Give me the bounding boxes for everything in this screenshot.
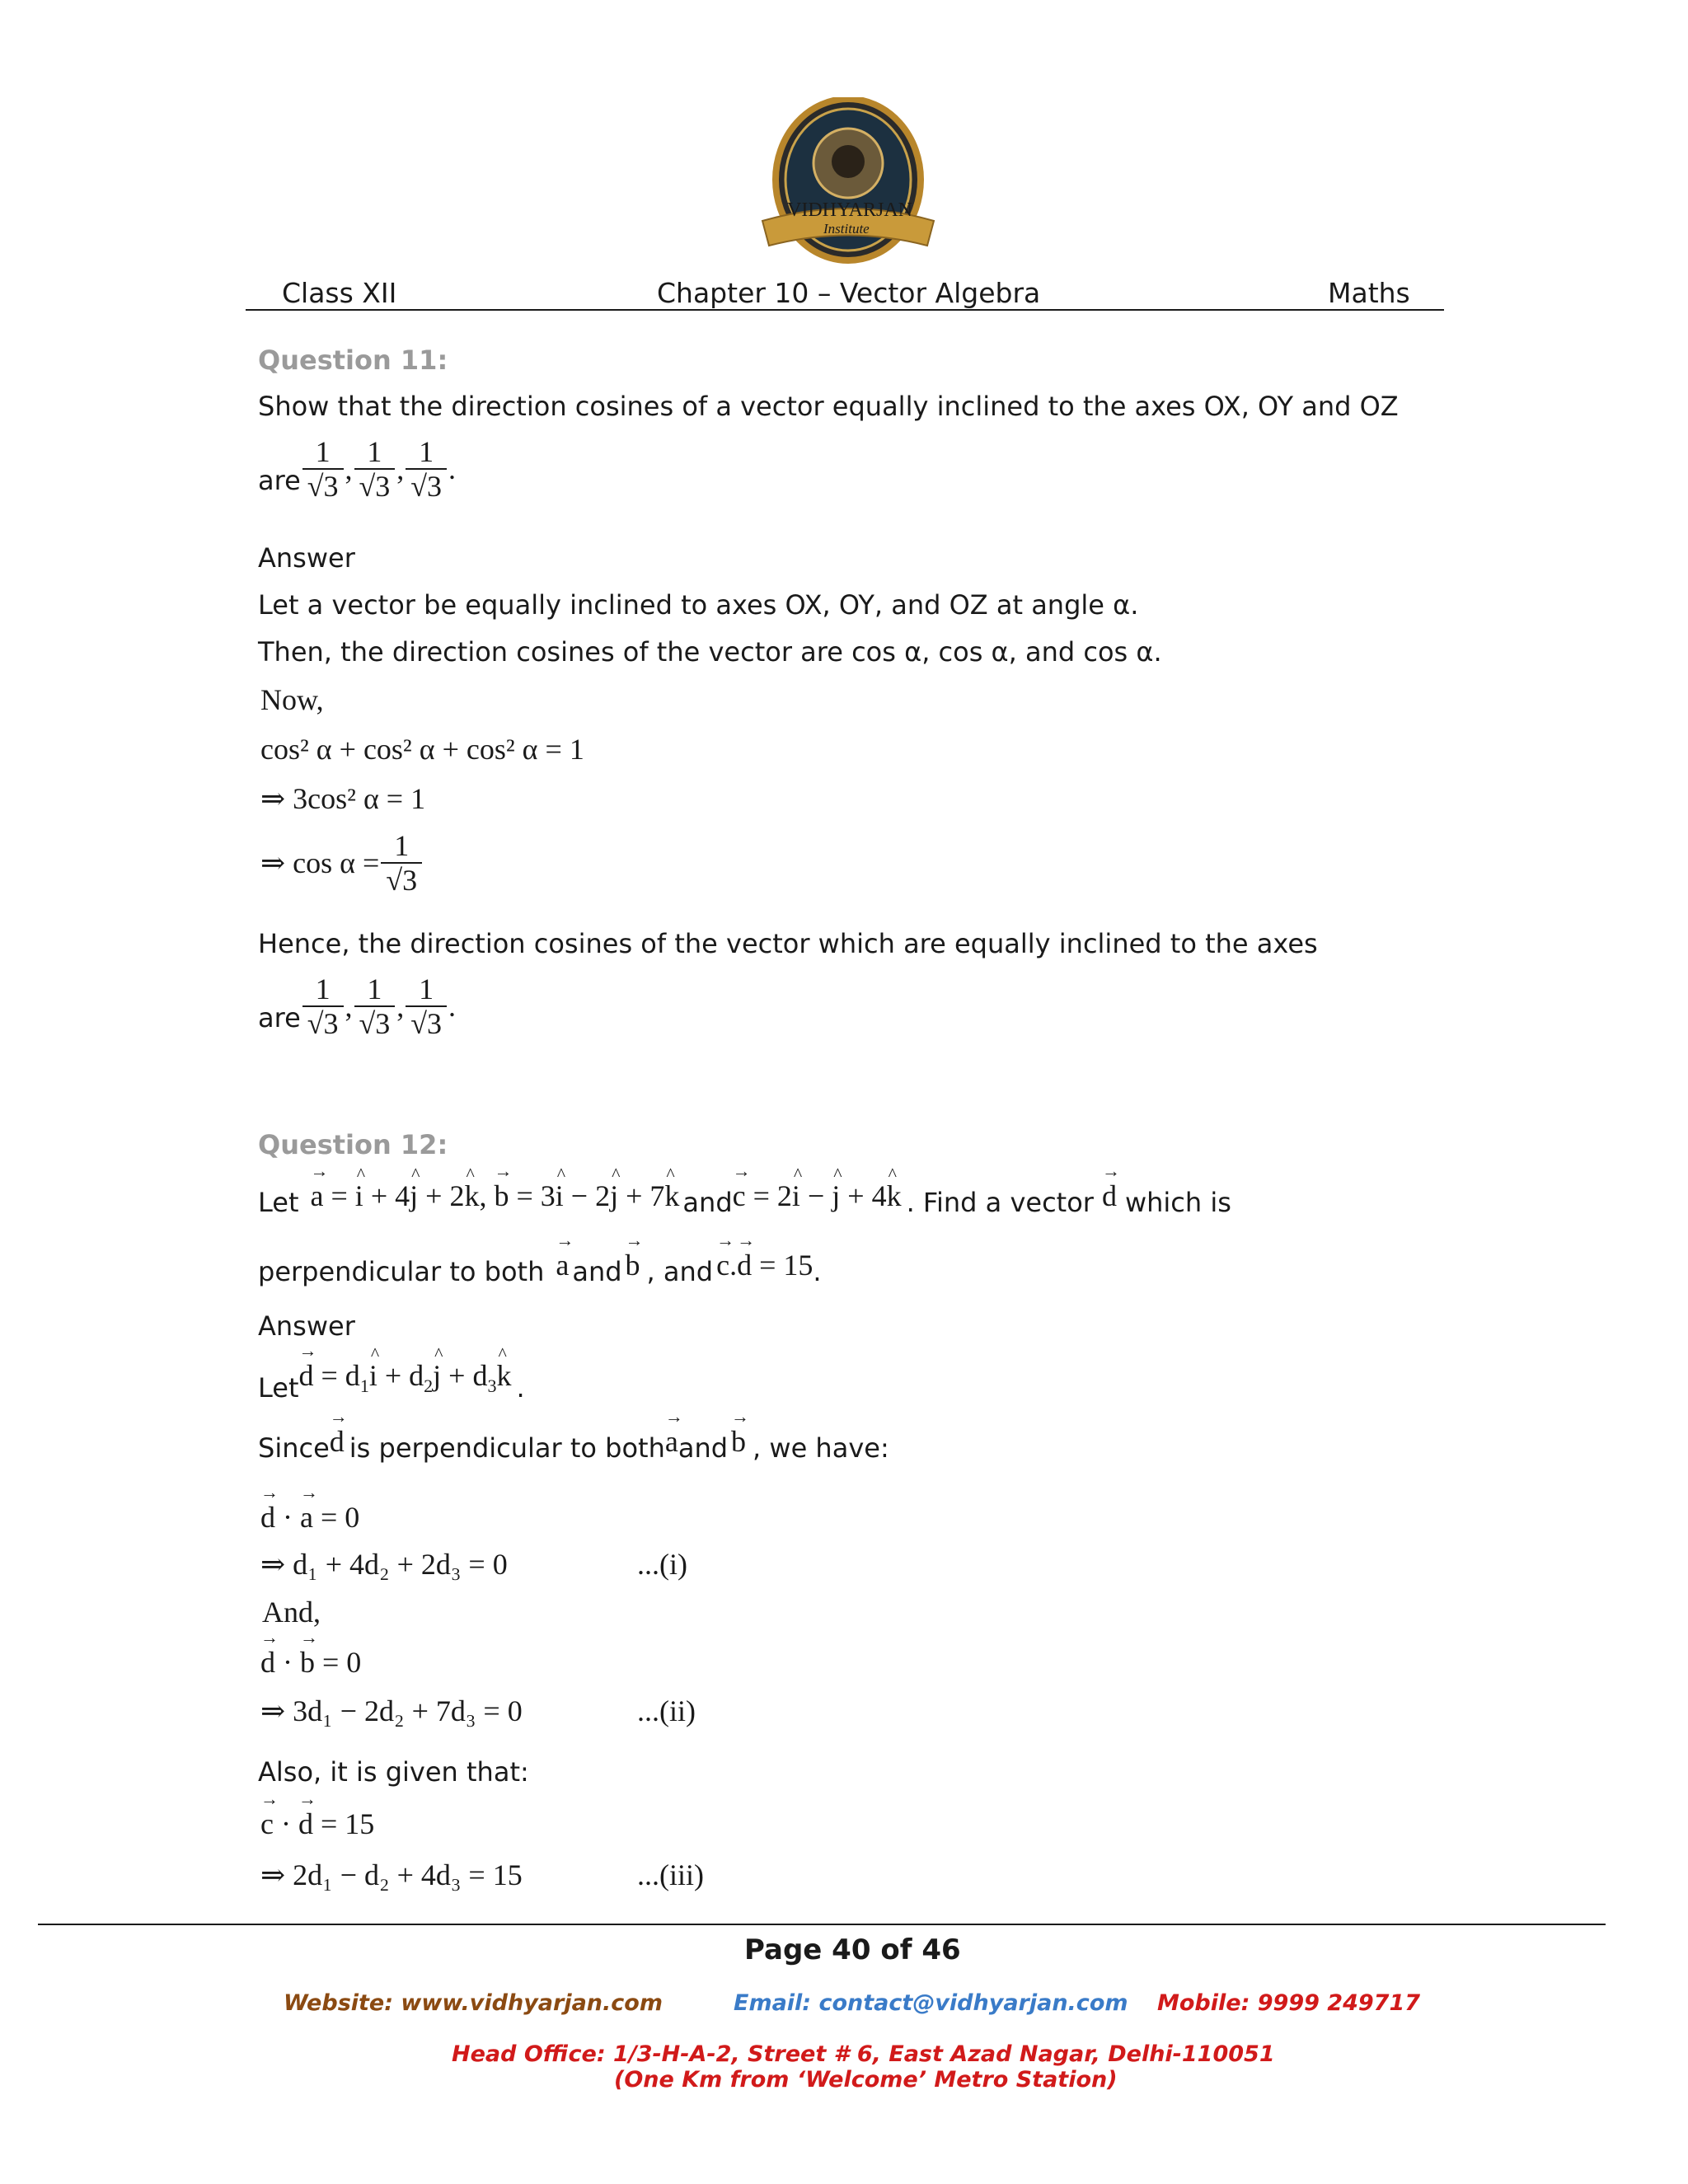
q11-are-1: are — [258, 465, 301, 496]
footer-website[interactable]: Website: www.vidhyarjan.com — [284, 1990, 663, 2016]
question-11-title: Question 11: — [258, 344, 448, 376]
header-chapter: Chapter 10 – Vector Algebra — [657, 277, 1041, 309]
institute-logo — [754, 97, 942, 270]
q12-answer-label: Answer — [258, 1310, 355, 1342]
q11-fractions-1: are $\frac{1}{√3}$ , $\frac{1}{√3}$ , $\frac{1}{√3}$ . — [258, 435, 457, 503]
page-number: Page 40 of 46 — [744, 1933, 961, 1966]
header-rule — [246, 309, 1444, 311]
question-12-title: Question 12: — [258, 1129, 448, 1160]
q11-eq-3: ⇒ cos α = $\frac{1}{√3}$ — [260, 831, 424, 895]
q12-eq-i: ⇒ d₁ + 4d₂ + 2d₃ = 0 — [260, 1548, 508, 1581]
q11-fractions-2: are $\frac{1}{√3}$ , $\frac{1}{√3}$ , $\frac{1}{√3}$ . — [258, 972, 457, 1040]
footer-rule — [38, 1924, 1606, 1925]
q11-conclusion: Hence, the direction cosines of the vector which are equally inclined to the axes — [258, 928, 1318, 959]
q11-line-2: Then, the direction cosines of the vector are cos α, cos α, and cos α. — [258, 636, 1162, 668]
footer-office: Head Office: 1/3-H-A-2, Street # 6, East Azad Nagar, Delhi-110051 — [452, 2041, 1275, 2067]
q11-eq-1: cos² α + cos² α + cos² α = 1 — [260, 733, 584, 766]
q12-tag-iii: ...(iii) — [637, 1858, 704, 1891]
footer-email[interactable]: Email: contact@vidhyarjan.com — [734, 1990, 1128, 2016]
q12-eq-iii: ⇒ 2d₁ − d₂ + 4d₃ = 15 — [260, 1858, 523, 1891]
q11-answer-label: Answer — [258, 542, 355, 574]
q11-eq-2: ⇒ 3cos² α = 1 — [260, 782, 426, 815]
footer-office-2: (One Km from ‘Welcome’ Metro Station) — [614, 2067, 1118, 2093]
q12-eq-d-dot-a: → d · → a = 0 — [260, 1500, 359, 1535]
q11-statement: Show that the direction cosines of a vector equally inclined to the axes OX, OY and OZ — [258, 391, 1399, 422]
header-class: Class XII — [282, 277, 397, 309]
q11-are-2: are — [258, 1002, 301, 1033]
q12-eq-ii: ⇒ 3d₁ − 2d₂ + 7d₃ = 0 — [260, 1694, 523, 1727]
q12-since: Since → d is perpendicular to both → a and → b , we have: — [258, 1424, 889, 1467]
q12-tag-i: ...(i) — [637, 1548, 687, 1581]
logo-text: VIDHYARJAN — [787, 199, 913, 221]
q12-eq-d-dot-b: → d · → b = 0 — [260, 1645, 361, 1680]
q12-let-d: Let → $d = d_1\^{}$ $i + d_2\^{}$ $j + d_3\^{}$ k . — [258, 1358, 525, 1405]
q12-and-label: And, — [262, 1596, 321, 1629]
logo-subtext: Institute — [823, 221, 870, 237]
header-subject: Maths — [1328, 277, 1410, 309]
footer-mobile: Mobile: 9999 249717 — [1157, 1990, 1421, 2016]
q12-tag-ii: ...(ii) — [637, 1694, 696, 1727]
q11-now: Now, — [260, 683, 324, 716]
q12-statement-line-2: perpendicular to both → a and → b , and → c.→ d = 15 . — [258, 1248, 822, 1291]
q11-line-1: Let a vector be equally inclined to axes OX, OY, and OZ at angle α. — [258, 589, 1139, 621]
q12-also: Also, it is given that: — [258, 1756, 529, 1788]
q12-statement-line-1: Let → a = ^ i + 4^ j + 2^ k, → b = 3^ i − 2^ j + 7^ k and → c = 2^ i − ^ j + 4^ k . Find a vector → d which is — [258, 1179, 1231, 1221]
q12-eq-c-dot-d: → c · → d = 15 — [260, 1807, 374, 1841]
